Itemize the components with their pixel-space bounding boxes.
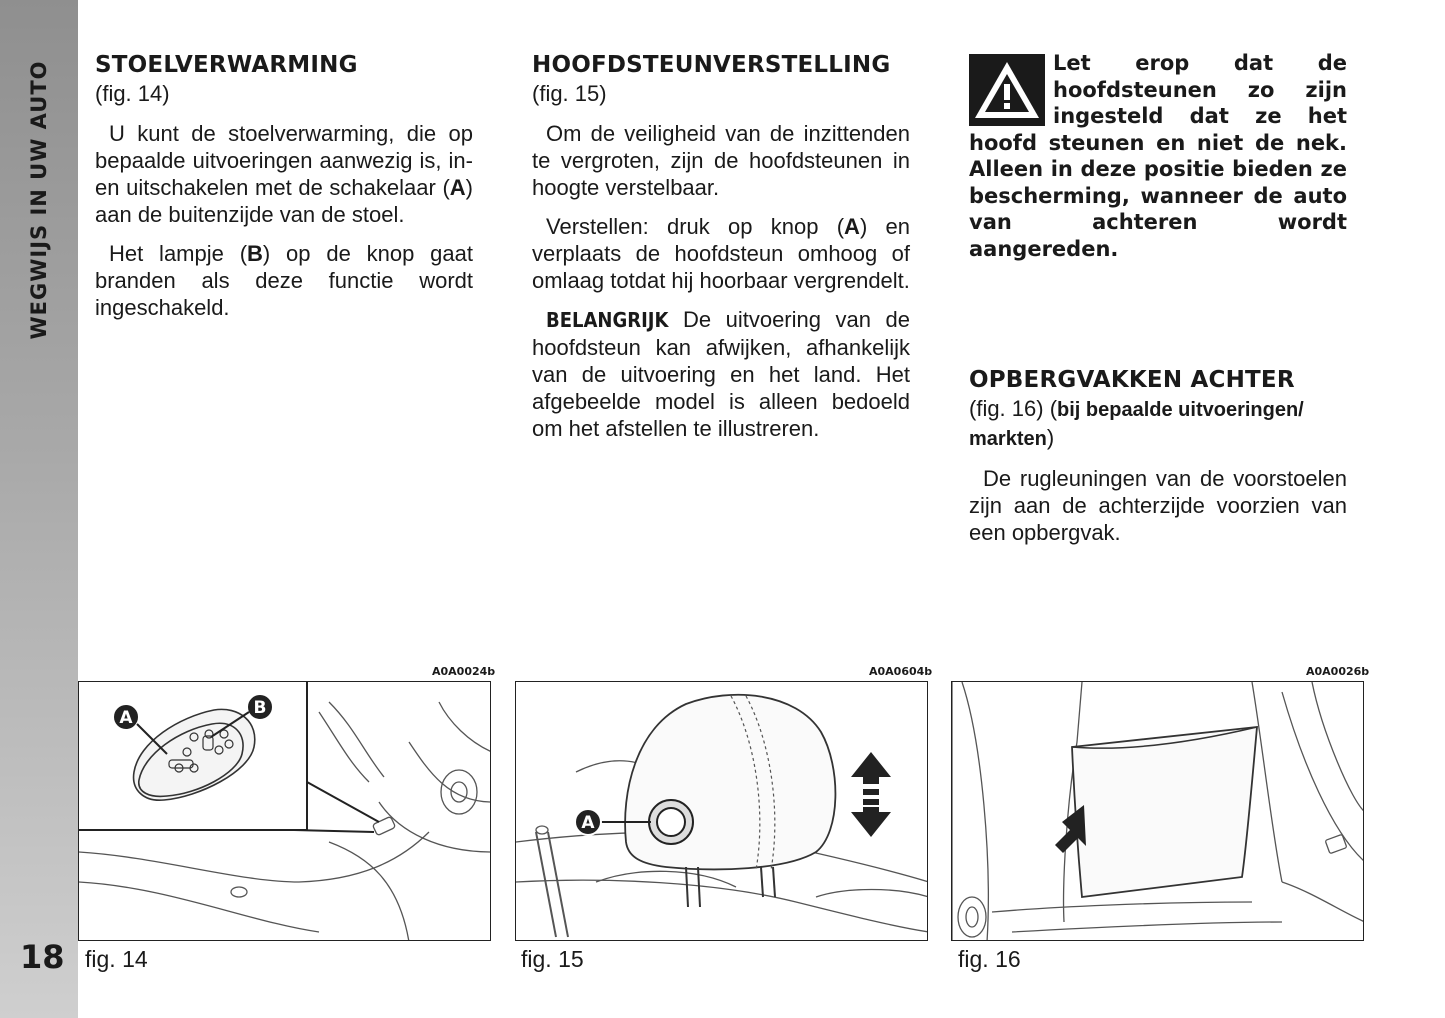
- figure-15: [515, 681, 928, 941]
- paragraph: Om de veiligheid van de inzittenden te vergroten, zijn de hoofdsteunen in hoogte verstelbaar.: [532, 121, 910, 200]
- caption-fig-14: fig. 14: [85, 946, 148, 972]
- warning-text: Let erop dat de hoofdsteunen zo zijn ingesteld dat ze het hoofd steunen en niet de nek. Alleen in deze positie bieden ze bescherming, wanneer de auto van achteren wordt aangereden.: [969, 51, 1347, 261]
- heading-storage: OPBERGVAKKEN ACHTER: [969, 367, 1295, 393]
- caption-fig-15: fig. 15: [521, 946, 584, 972]
- heading-headrest: HOOFDSTEUNVERSTELLING: [532, 52, 891, 78]
- figure-14: [78, 681, 491, 941]
- figure-16: [951, 681, 1364, 941]
- headrest-illustration: [516, 682, 928, 941]
- warning-triangle-icon: [969, 54, 1045, 126]
- figref-15: (fig. 15): [532, 81, 607, 106]
- callout-a: A: [119, 708, 133, 728]
- paragraph: De rugleuningen van de voorstoelen zijn aan de achterzijde voorzien van een opbergvak.: [969, 466, 1347, 545]
- figure-code: A0A0026b: [1306, 665, 1370, 678]
- column-seat-heating: [95, 50, 473, 333]
- column-warning: [969, 50, 1347, 262]
- caption-fig-16: fig. 16: [958, 946, 1021, 972]
- sidebar: [0, 0, 78, 1018]
- paragraph: BELANGRIJK De uitvoering van de hoofdsteun kan afwijken, afhankelijk van de uitvoering en het land. Het afgebeelde model is alleen bedoeld om het afstellen te illustreren.: [532, 307, 910, 441]
- figref-14: (fig. 14): [95, 81, 170, 106]
- figref-16: (fig. 16) (bij bepaalde uitvoeringen/ markten): [969, 396, 1304, 450]
- section-title: WEGWIJS IN UW AUTO: [27, 60, 51, 340]
- figure-code: A0A0604b: [869, 665, 933, 678]
- up-down-arrow-icon: [851, 752, 891, 837]
- paragraph: Het lampje (B) op de knop gaat branden als deze functie wordt ingeschakeld.: [95, 241, 473, 320]
- figure-code: A0A0024b: [432, 665, 496, 678]
- storage-pocket-illustration: [952, 682, 1364, 941]
- seat-heating-illustration: [79, 682, 491, 941]
- heading-seat-heating: STOELVERWARMING: [95, 52, 358, 78]
- paragraph: U kunt de stoelverwarming, die op bepaalde uitvoeringen aanwezig is, in- en uitschakelen met de schakelaar (A) aan de buitenzijde van de stoel.: [95, 121, 473, 227]
- callout-a: A: [581, 813, 595, 833]
- page-number: 18: [20, 938, 65, 976]
- column-headrest: [532, 50, 910, 454]
- warning-block: [969, 50, 1347, 262]
- callout-b: B: [253, 698, 267, 718]
- section-storage: [969, 365, 1347, 558]
- paragraph: Verstellen: druk op knop (A) en verplaats de hoofdsteun omhoog of omlaag totdat hij hoorbaar vergrendelt.: [532, 214, 910, 293]
